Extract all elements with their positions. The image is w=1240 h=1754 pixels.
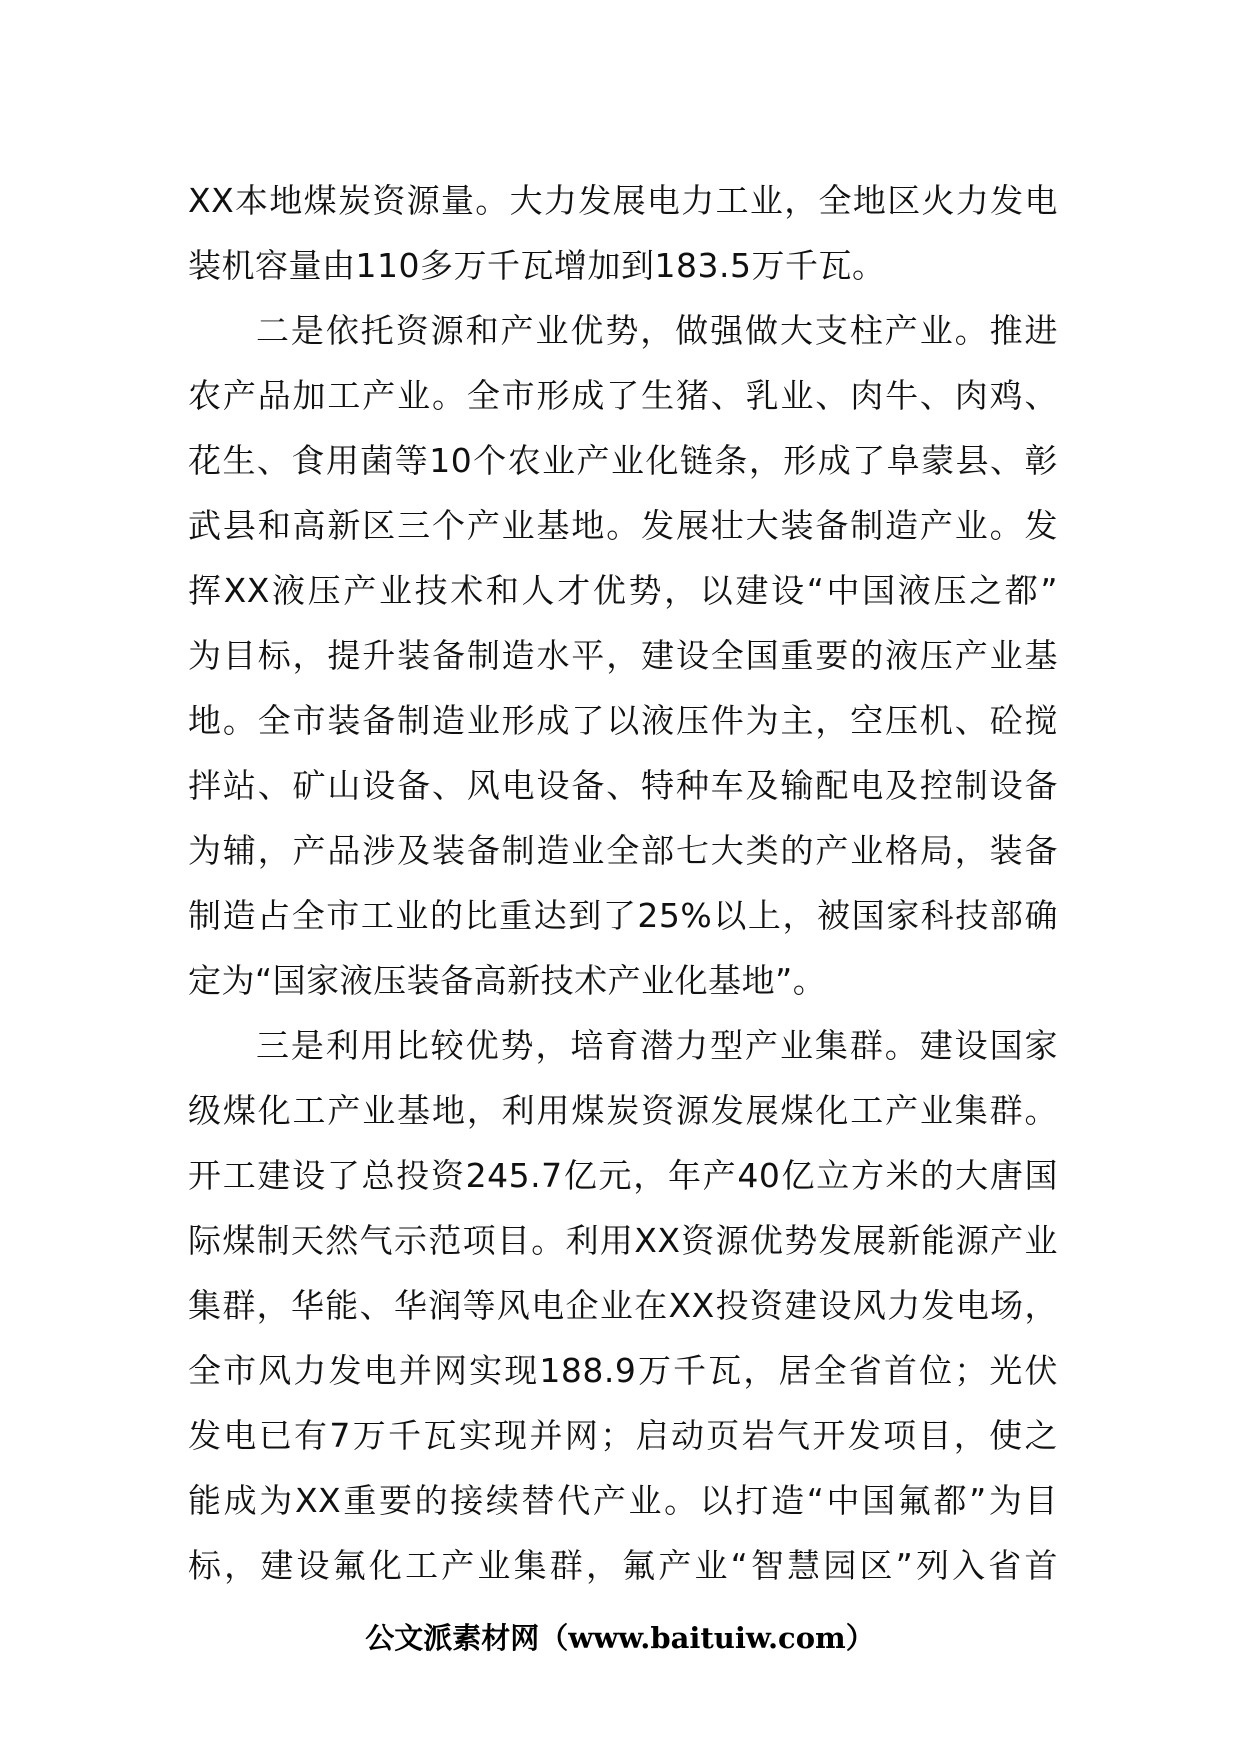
text-line: 定为“国家液压装备高新技术产业化基地”。: [188, 961, 827, 1000]
footer-watermark: 公文派素材网（www.baituiw.com）: [365, 1621, 875, 1655]
text-line: 二是依托资源和产业优势，做强做大支柱产业。推进: [256, 311, 1058, 350]
text-line: 花生、食用菌等10个农业产业化链条，形成了阜蒙县、彰: [188, 441, 1058, 480]
text-line: 拌站、矿山设备、风电设备、特种车及输配电及控制设备: [188, 766, 1058, 805]
text-line: 标，建设氟化工产业集群，氟产业“智慧园区”列入省首: [188, 1546, 1058, 1585]
text-line: 武县和高新区三个产业基地。发展壮大装备制造产业。发: [188, 506, 1058, 545]
text-line: 装机容量由110多万千瓦增加到183.5万千瓦。: [188, 246, 886, 285]
text-line: 农产品加工产业。全市形成了生猪、乳业、肉牛、肉鸡、: [188, 376, 1058, 415]
text-line: 为辅，产品涉及装备制造业全部七大类的产业格局，装备: [188, 831, 1058, 870]
paragraph-3: [188, 1013, 1058, 1598]
text-line: 发电已有7万千瓦实现并网；启动页岩气开发项目，使之: [188, 1416, 1058, 1455]
text-line: 级煤化工产业基地，利用煤炭资源发展煤化工产业集群。: [188, 1091, 1058, 1130]
text-line: 三是利用比较优势，培育潜力型产业集群。建设国家: [256, 1026, 1058, 1065]
text-line: 地。全市装备制造业形成了以液压件为主，空压机、砼搅: [188, 701, 1058, 740]
text-line: 际煤制天然气示范项目。利用XX资源优势发展新能源产业: [188, 1221, 1058, 1260]
text-line: 制造占全市工业的比重达到了25%以上，被国家科技部确: [188, 896, 1058, 935]
paragraph-1: [188, 168, 1058, 298]
text-line: 挥XX液压产业技术和人才优势，以建设“中国液压之都”: [188, 571, 1058, 610]
paragraph-2: [188, 298, 1058, 1013]
text-line: 能成为XX重要的接续替代产业。以打造“中国氟都”为目: [188, 1481, 1058, 1520]
text-line: 集群，华能、华润等风电企业在XX投资建设风力发电场，: [188, 1286, 1058, 1325]
text-line: 全市风力发电并网实现188.9万千瓦，居全省首位；光伏: [188, 1351, 1058, 1390]
text-line: 开工建设了总投资245.7亿元，年产40亿立方米的大唐国: [188, 1156, 1058, 1195]
body-text: [188, 168, 1058, 1598]
text-line: XX本地煤炭资源量。大力发展电力工业，全地区火力发电: [188, 181, 1058, 220]
text-line: 为目标，提升装备制造水平，建设全国重要的液压产业基: [188, 636, 1058, 675]
